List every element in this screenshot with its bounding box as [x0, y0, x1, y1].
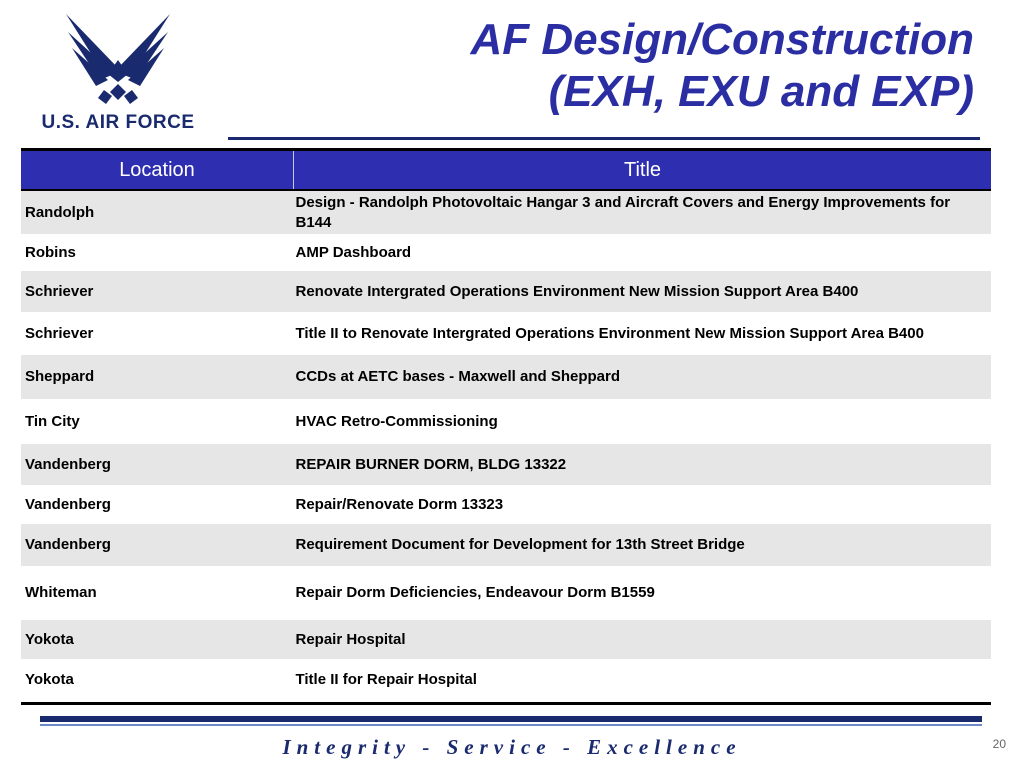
table-row — [21, 312, 991, 355]
cell-title: Requirement Document for Development for 13th Street Bridge — [294, 524, 992, 566]
cell-location: Vandenberg — [21, 485, 294, 524]
table-row — [21, 355, 991, 399]
cell-location: Sheppard — [21, 355, 294, 399]
cell-location: Whiteman — [21, 566, 294, 620]
footer-motto: Integrity - Service - Excellence — [282, 735, 742, 759]
table-row — [21, 399, 991, 444]
cell-title: Title II for Repair Hospital — [294, 659, 992, 703]
cell-location: Randolph — [21, 190, 294, 234]
cell-title: Design - Randolph Photovoltaic Hangar 3 and Aircraft Covers and Energy Improvements for B144 — [294, 190, 992, 234]
logo-text: U.S. AIR FORCE — [41, 112, 195, 133]
title-line-2: (EXH, EXU and EXP) — [548, 67, 974, 116]
projects-table — [21, 148, 991, 705]
cell-location: Robins — [21, 234, 294, 271]
table-row — [21, 444, 991, 485]
table-row — [21, 234, 991, 271]
cell-title: Repair/Renovate Dorm 13323 — [294, 485, 992, 524]
cell-title: HVAC Retro-Commissioning — [294, 399, 992, 444]
cell-location: Yokota — [21, 620, 294, 659]
cell-title: CCDs at AETC bases - Maxwell and Sheppard — [294, 355, 992, 399]
cell-title: Repair Dorm Deficiencies, Endeavour Dorm B1559 — [294, 566, 992, 620]
title-line-1: AF Design/Construction — [470, 15, 974, 64]
cell-title: Title II to Renovate Intergrated Operations Environment New Mission Support Area B400 — [294, 312, 992, 355]
table-row — [21, 485, 991, 524]
table-row — [21, 190, 991, 234]
cell-title: AMP Dashboard — [294, 234, 992, 271]
air-force-wings-icon — [38, 8, 198, 112]
cell-location: Yokota — [21, 659, 294, 703]
cell-location: Schriever — [21, 271, 294, 312]
cell-location: Vandenberg — [21, 444, 294, 485]
page-number: 20 — [992, 737, 1006, 751]
footer-rule — [40, 716, 982, 722]
page-title — [470, 14, 974, 118]
cell-location: Vandenberg — [21, 524, 294, 566]
column-header-title: Title — [294, 150, 992, 191]
table-row — [21, 566, 991, 620]
table-row — [21, 524, 991, 566]
cell-location: Tin City — [21, 399, 294, 444]
footer-rule-accent — [40, 724, 982, 726]
table-row — [21, 271, 991, 312]
cell-title: REPAIR BURNER DORM, BLDG 13322 — [294, 444, 992, 485]
table-header-row — [21, 150, 991, 191]
table-row — [21, 620, 991, 659]
title-underline — [228, 137, 980, 140]
column-header-location: Location — [21, 150, 294, 191]
cell-location: Schriever — [21, 312, 294, 355]
cell-title: Repair Hospital — [294, 620, 992, 659]
cell-title: Renovate Intergrated Operations Environment New Mission Support Area B400 — [294, 271, 992, 312]
table-row — [21, 659, 991, 703]
air-force-logo — [38, 8, 198, 136]
